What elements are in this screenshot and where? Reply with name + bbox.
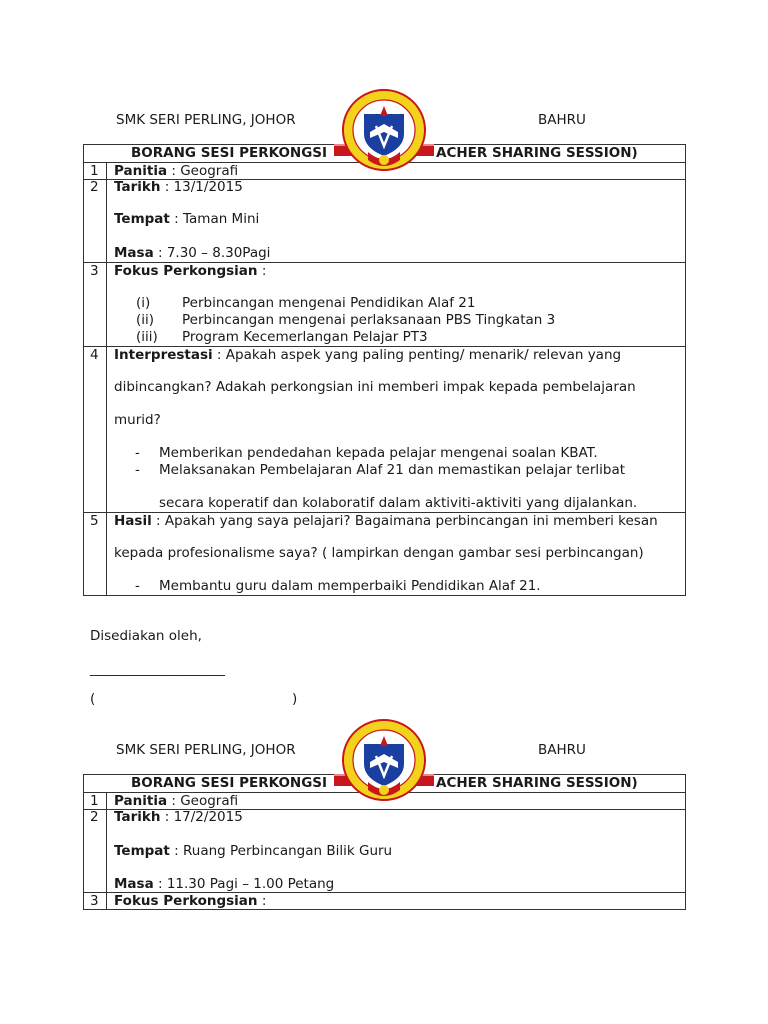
row-number: 1 [90, 163, 99, 179]
table-border [83, 774, 84, 910]
tempat-field [114, 211, 259, 227]
name-paren-close: ) [292, 691, 298, 707]
tarikh-label: Tarikh [114, 179, 161, 195]
form-title-left: BORANG SESI PERKONGSI [131, 775, 328, 791]
school-logo [334, 86, 434, 182]
hasil-question: : Apakah yang saya pelajari? Bagaimana perbincangan ini memberi kesan [151, 513, 658, 529]
school-name-left: SMK SERI PERLING, JOHOR [116, 112, 296, 128]
form-title-left: BORANG SESI PERKONGSI [131, 145, 328, 161]
school-name-right: BAHRU [538, 112, 586, 128]
list-item [136, 295, 475, 311]
masa-field [114, 245, 270, 261]
list-item [136, 312, 555, 328]
row-number: 3 [90, 893, 99, 909]
masa-value: : 7.30 – 8.30Pagi [153, 245, 271, 261]
tempat-label: Tempat [114, 843, 170, 859]
bullet-item [135, 445, 598, 461]
bullet-dash: - [135, 462, 140, 478]
form-title-right: ACHER SHARING SESSION) [436, 775, 638, 791]
tarikh-value: : 17/2/2015 [160, 809, 243, 825]
interprestasi-label: Interprestasi [114, 347, 213, 363]
list-item [136, 329, 428, 345]
masa-label: Masa [114, 245, 154, 261]
fokus-value: : [257, 263, 267, 279]
panitia-label: Panitia [114, 163, 168, 179]
tempat-field [114, 843, 392, 859]
table-border [83, 909, 686, 910]
list-number: (i) [136, 295, 151, 311]
row-number: 5 [90, 513, 99, 529]
hasil-field [114, 513, 658, 529]
prepared-by-label: Disediakan oleh, [90, 628, 202, 644]
table-border [685, 774, 686, 910]
table-border [685, 144, 686, 596]
school-crest-icon [334, 86, 434, 182]
interprestasi-question: : Apakah aspek yang paling penting/ menarik/ relevan yang [212, 347, 622, 363]
bullet-dash: - [135, 578, 140, 594]
interprestasi-field [114, 347, 621, 363]
school-logo [334, 716, 434, 812]
panitia-label: Panitia [114, 793, 168, 809]
table-border [106, 792, 107, 910]
masa-value: : 11.30 Pagi – 1.00 Petang [153, 876, 335, 892]
row-number: 1 [90, 793, 99, 809]
tarikh-value: : 13/1/2015 [160, 179, 243, 195]
fokus-field [114, 893, 266, 909]
list-number: (ii) [136, 312, 155, 328]
tarikh-field [114, 179, 243, 195]
interprestasi-question-cont: murid? [114, 412, 161, 428]
hasil-label: Hasil [114, 513, 152, 529]
panitia-value: : Geografi [167, 793, 239, 809]
school-crest-icon [334, 716, 434, 812]
masa-field [114, 876, 334, 892]
bullet-dash: - [135, 445, 140, 461]
bullet-text-cont: secara koperatif dan kolaboratif dalam aktiviti-aktiviti yang dijalankan. [159, 495, 638, 511]
school-name-left: SMK SERI PERLING, JOHOR [116, 742, 296, 758]
list-number: (iii) [136, 329, 158, 345]
form-title-right: ACHER SHARING SESSION) [436, 145, 638, 161]
panitia-field [114, 163, 238, 179]
school-name-right: BAHRU [538, 742, 586, 758]
fokus-field [114, 263, 266, 279]
bullet-item [135, 578, 541, 594]
bullet-text: Membantu guru dalam memperbaiki Pendidikan Alaf 21. [159, 578, 541, 594]
row-number: 2 [90, 179, 99, 195]
hasil-question-cont: kepada profesionalisme saya? ( lampirkan dengan gambar sesi perbincangan) [114, 545, 644, 561]
name-paren-open: ( [90, 691, 96, 707]
masa-label: Masa [114, 876, 154, 892]
bullet-text: Memberikan pendedahan kepada pelajar mengenai soalan KBAT. [159, 445, 598, 461]
fokus-label: Fokus Perkongsian [114, 893, 258, 909]
tempat-value: : Taman Mini [169, 211, 260, 227]
interprestasi-question-cont: dibincangkan? Adakah perkongsian ini memberi impak kepada pembelajaran [114, 379, 636, 395]
table-border [83, 595, 686, 596]
table-border [83, 144, 84, 596]
bullet-item [135, 462, 625, 478]
bullet-text: Melaksanakan Pembelajaran Alaf 21 dan memastikan pelajar terlibat [159, 462, 626, 478]
list-text: Perbincangan mengenai perlaksanaan PBS Tingkatan 3 [182, 312, 556, 328]
tarikh-label: Tarikh [114, 809, 161, 825]
list-text: Perbincangan mengenai Pendidikan Alaf 21 [182, 295, 476, 311]
tempat-value: : Ruang Perbincangan Bilik Guru [169, 843, 393, 859]
panitia-field [114, 793, 238, 809]
fokus-label: Fokus Perkongsian [114, 263, 258, 279]
tempat-label: Tempat [114, 211, 170, 227]
panitia-value: : Geografi [167, 163, 239, 179]
row-number: 3 [90, 263, 99, 279]
fokus-value: : [257, 893, 267, 909]
row-number: 4 [90, 347, 99, 363]
list-text: Program Kecemerlangan Pelajar PT3 [182, 329, 428, 345]
row-number: 2 [90, 809, 99, 825]
signature-line: ____________________ [90, 661, 225, 677]
table-border [106, 162, 107, 596]
tarikh-field [114, 809, 243, 825]
